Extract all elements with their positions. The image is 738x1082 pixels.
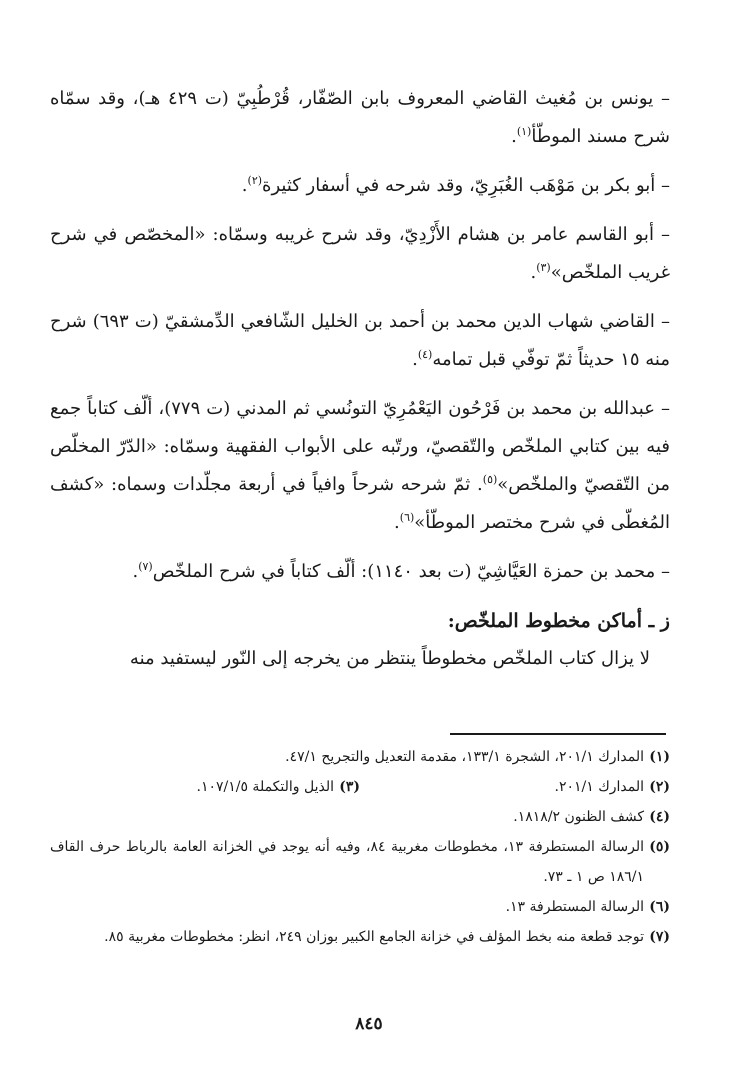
footnote: (٤) كشف الظنون ١٨١٨/٢. — [513, 809, 670, 825]
footnote-ref: (٤) — [417, 348, 433, 361]
list-item: – القاضي شهاب الدين محمد بن أحمد بن الخليل الشّافعي الدِّمشقيّ (ت ٦٩٣) شرح منه ١٥ حديثاً ثمّ توفّي قبل تمامه$^{(٤)}$. — [50, 311, 670, 370]
footnote-ref: (٦) — [399, 511, 415, 524]
page-number: ٨٤٥ — [355, 1014, 383, 1034]
list-item: – محمد بن حمزة العَيَّاشِيّ (ت بعد ١١٤٠): ألّف كتاباً في شرح الملخّص$^{(٧)}$. — [132, 560, 670, 582]
footnote: (٢) المدارك ٢٠١/١. — [554, 779, 670, 795]
footnote-ref: (١) — [516, 125, 532, 138]
list-item: – عبدالله بن محمد بن فَرْحُون اليَعْمُرِيّ التونُسي ثم المدني (ت ٧٧٩)، ألّف كتاباً جمع فيه بين كتابي الملخّص والتّقصيّ، ورتّبه على الأبواب الفقهية وسمّاه: «الدّرّ المخلّص من التّقصيّ والملخّص»$^{(٥)}$. ثمّ شرحه شرحاً وافياً في أربعة مجلّدات وسماه: «كشف المُغطّى في شرح مختصر الموطّأ»$^{(٦)}$. — [50, 398, 670, 533]
list-item: – أبو بكر بن مَوْهَب الغُبَرِيّ، وقد شرحه في أسفار كثيرة$^{(٢)}$. — [241, 174, 670, 196]
list-item: – يونس بن مُغيث القاضي المعروف بابن الصّفّار، قُرْطُبِيّ (ت ٤٢٩ هـ)، وقد سمّاه شرح مسند الموطّأ$^{(١)}$. — [50, 88, 670, 147]
footnote-ref: (٥) — [482, 473, 498, 486]
footnote: (١) المدارك ٢٠١/١، الشجرة ١٣٣/١، مقدمة التعديل والتجريح ٤٧/١. — [285, 749, 670, 765]
footnote-ref: (٧) — [138, 560, 153, 573]
footnote: (٣) الذيل والتكملة ١٠٧/١/٥. — [196, 779, 360, 795]
footnotes — [50, 742, 670, 952]
footnote: (٥) الرسالة المستطرفة ١٣، مخطوطات مغربية ٨٤، وفيه أنه يوجد في الخزانة العامة بالرباط حرف القاف ١٨٦/١ ص ١ ـ ٧٣. — [50, 839, 670, 885]
footnote-row — [50, 772, 670, 802]
section-heading: ز ـ أماكن مخطوط الملخّص: — [447, 610, 670, 632]
list-item: – أبو القاسم عامر بن هشام الأَزْدِيّ، وقد شرح غريبه وسمّاه: «المخصّص في شرح غريب الملخّص»$^{(٣)}$. — [50, 224, 670, 283]
main-text — [50, 80, 670, 678]
footnote: (٦) الرسالة المستطرفة ١٣. — [505, 899, 670, 915]
footnote: (٧) توجد قطعة منه بخط المؤلف في خزانة الجامع الكبير بوزان ٢٤٩، انظر: مخطوطات مغربية ٨٥. — [104, 929, 670, 945]
footnote-ref: (٢) — [247, 174, 263, 187]
body-paragraph: لا يزال كتاب الملخّص مخطوطاً ينتظر من يخرجه إلى النّور ليستفيد منه — [129, 648, 650, 669]
footnote-ref: (٣) — [536, 261, 551, 274]
footnote-divider — [450, 733, 666, 735]
